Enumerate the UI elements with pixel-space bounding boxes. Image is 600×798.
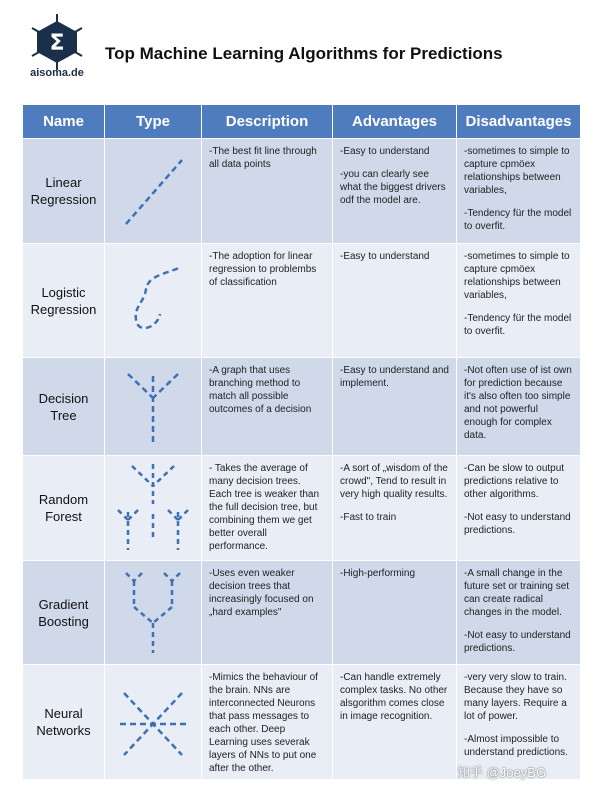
advantage-text: -Easy to understand: [340, 251, 430, 262]
description-cell: - Takes the average of many decision trees. Each tree is weaker than the full decision tree, but combining them we get better overall performance.: [202, 456, 333, 561]
advantages-cell: [333, 244, 457, 358]
description-cell: -Uses even weaker decision trees that increasingly focused on „hard examples": [202, 561, 333, 665]
algorithm-name: [23, 358, 105, 456]
name-text: Random Forest: [38, 492, 89, 524]
algorithm-name: [23, 139, 105, 244]
algorithm-name: [23, 456, 105, 561]
algorithms-table: [22, 104, 581, 780]
gradient-boosting-icon: [108, 565, 198, 661]
disadvantages-cell: [457, 139, 581, 244]
description-cell: -A graph that uses branching method to match all possible outcomes of a decision: [202, 358, 333, 456]
description-cell: -The best fit line through all data points: [202, 139, 333, 244]
disadvantage-text: -Can be slow to output predictions relative to other algorithms.: [464, 463, 565, 500]
advantage-text: -A sort of „wisdom of the crowd", Tend to result in very high quality results.: [340, 463, 448, 500]
type-cell: [105, 244, 202, 358]
algorithm-name: [23, 665, 105, 780]
table-row: [23, 358, 581, 456]
advantages-cell: [333, 561, 457, 665]
linear-line-icon: [108, 146, 198, 236]
column-header-disadvantages: Disadvantages: [457, 105, 581, 139]
name-text: Linear Regression: [30, 175, 97, 207]
logo-text: aisoma.de: [30, 67, 84, 79]
name-text: Decision Tree: [38, 390, 89, 423]
disadvantages-cell: [457, 456, 581, 561]
column-header-advantages: Advantages: [333, 105, 457, 139]
disadvantage-text: -sometimes to simple to capture cpmöex relationships between variables,: [464, 251, 570, 301]
type-cell: [105, 139, 202, 244]
page-title: Top Machine Learning Algorithms for Predictions: [105, 44, 503, 63]
table-row: [23, 139, 581, 244]
page-header: [0, 0, 600, 100]
name-text: Neural Networks: [36, 706, 91, 738]
disadvantage-text: -Tendency für the model to overfit.: [464, 313, 572, 337]
disadvantage-text: -Not often use of ist own for prediction because it's also often too simple and not powerful enough for complex data.: [464, 365, 572, 441]
advantages-cell: [333, 358, 457, 456]
type-cell: [105, 456, 202, 561]
svg-text:Σ: Σ: [49, 31, 65, 56]
advantage-text: -Fast to train: [340, 512, 397, 523]
advantage-text: -Easy to understand and implement.: [340, 365, 449, 389]
name-text: Logistic Regression: [30, 284, 97, 317]
table-row: [23, 244, 581, 358]
advantages-cell: [333, 456, 457, 561]
algorithm-name: [23, 244, 105, 358]
random-forest-icon: [108, 458, 198, 558]
column-header-description: Description: [202, 105, 333, 139]
decision-tree-icon: [108, 362, 198, 452]
table-row: [23, 561, 581, 665]
name-text: Gradient Boosting: [38, 596, 89, 629]
advantage-text: -High-performing: [340, 568, 416, 579]
advantage-text: -you can clearly see what the biggest drivers odf the model are.: [340, 169, 446, 206]
description-cell: -The adoption for linear regression to problembs of classification: [202, 244, 333, 358]
column-header-name: Name: [23, 105, 105, 139]
type-cell: [105, 665, 202, 780]
disadvantages-cell: [457, 358, 581, 456]
disadvantage-text: -Almost impossible to understand predictions.: [464, 734, 568, 758]
advantage-text: -Easy to understand: [340, 146, 430, 157]
s-curve-icon: [108, 251, 198, 351]
advantages-cell: [333, 665, 457, 780]
advantage-text: -Can handle extremely complex tasks. No other alsgorithm comes close in image recognition.: [340, 672, 448, 722]
disadvantage-text: -sometimes to simple to capture cpmöex relationships between variables,: [464, 146, 570, 196]
disadvantage-text: -Not easy to understand predictions.: [464, 512, 571, 536]
type-cell: [105, 358, 202, 456]
neural-network-icon: [108, 677, 198, 767]
algorithm-name: [23, 561, 105, 665]
type-cell: [105, 561, 202, 665]
disadvantage-text: -Tendency für the model to overfit.: [464, 208, 572, 232]
table-header-row: [23, 105, 581, 139]
disadvantages-cell: [457, 561, 581, 665]
disadvantage-text: -A small change in the future set or training set can create radical changes in the model.: [464, 568, 570, 618]
disadvantage-text: -very very slow to train. Because they have so many layers. Require a lot of power.: [464, 672, 567, 722]
sigma-hexagon-icon: [22, 12, 92, 72]
description-cell: -Mimics the behaviour of the brain. NNs are interconnected Neurons that pass messages to each other. Deep Learning uses severak layers of NNs to put one after the other.: [202, 665, 333, 780]
advantages-cell: [333, 139, 457, 244]
disadvantage-text: -Not easy to understand predictions.: [464, 630, 571, 654]
watermark: 知乎 @JoeyBG: [457, 765, 547, 780]
disadvantages-cell: [457, 244, 581, 358]
table-row: [23, 456, 581, 561]
column-header-type: Type: [105, 105, 202, 139]
